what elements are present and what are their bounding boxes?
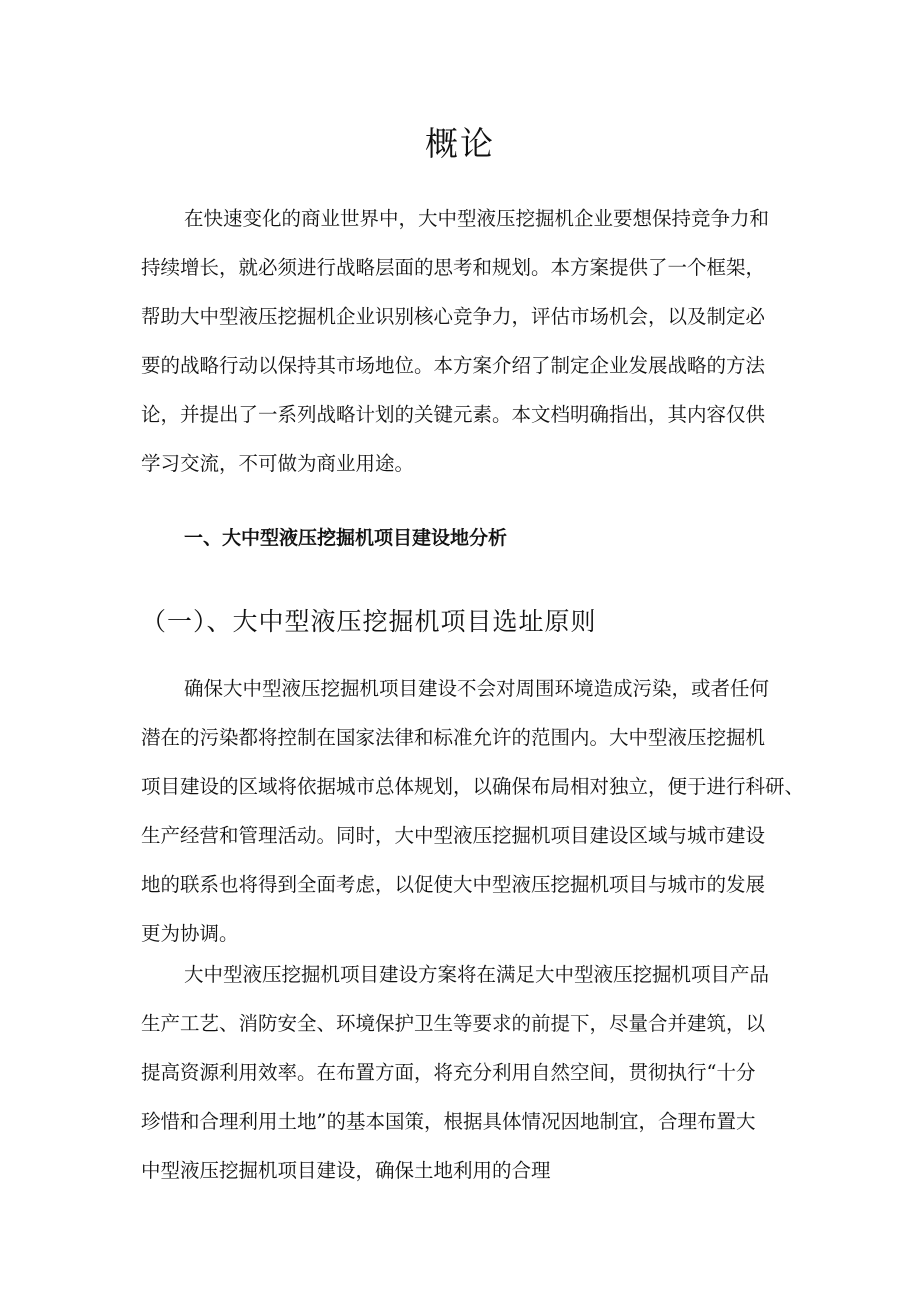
intro-line-5: 论，并提出了一系列战略计划的关键元素。本文档明确指出，其内容仅供: [141, 403, 766, 426]
para1-line-1: 确保大中型液压挖掘机项目建设不会对周围环境造成污染，或者任何: [184, 677, 770, 700]
site-principle-paragraph-2: [141, 950, 795, 1195]
intro-line-3: 帮助大中型液压挖掘机企业识别核心竞争力，评估市场机会，以及制定必: [141, 305, 766, 328]
subsection-heading: （一）、大中型液压挖掘机项目选址原则: [141, 607, 597, 636]
para2-line-3: 提高资源利用效率。在布置方面，将充分利用自然空间，贯彻执行“十分: [141, 1061, 756, 1084]
para2-line-4: 珍惜和合理利用土地”的基本国策，根据具体情况因地制宜，合理布置大: [141, 1110, 756, 1133]
para1-line-6: 更为协调。: [141, 922, 239, 945]
intro-line-2: 持续增长，就必须进行战略层面的思考和规划。本方案提供了一个框架，: [141, 256, 766, 279]
para1-line-3: 项目建设的区域将依据城市总体规划，以确保布局相对独立，便于进行科研、: [141, 775, 805, 798]
intro-line-6: 学习交流，不可做为商业用途。: [141, 452, 415, 475]
intro-line-4: 要的战略行动以保持其市场地位。本方案介绍了制定企业发展战略的方法: [141, 354, 766, 377]
para1-line-4: 生产经营和管理活动。同时，大中型液压挖掘机项目建设区域与城市建设: [141, 824, 766, 847]
para2-line-1: 大中型液压挖掘机项目建设方案将在满足大中型液压挖掘机项目产品: [184, 963, 770, 986]
intro-line-1: 在快速变化的商业世界中，大中型液压挖掘机企业要想保持竞争力和: [184, 207, 770, 230]
section-heading: 一、大中型液压挖掘机项目建设地分析: [184, 527, 508, 549]
para1-line-5: 地的联系也将得到全面考虑，以促使大中型液压挖掘机项目与城市的发展: [141, 873, 766, 896]
intro-paragraph: [141, 194, 795, 488]
para2-line-2: 生产工艺、消防安全、环境保护卫生等要求的前提下，尽量合并建筑，以: [141, 1012, 766, 1035]
site-principle-paragraph-1: [141, 664, 805, 958]
para2-line-5: 中型液压挖掘机项目建设，确保土地利用的合理: [141, 1159, 551, 1182]
para1-line-2: 潜在的污染都将控制在国家法律和标准允许的范围内。大中型液压挖掘机: [141, 726, 766, 749]
document-title: 概论: [425, 124, 495, 163]
